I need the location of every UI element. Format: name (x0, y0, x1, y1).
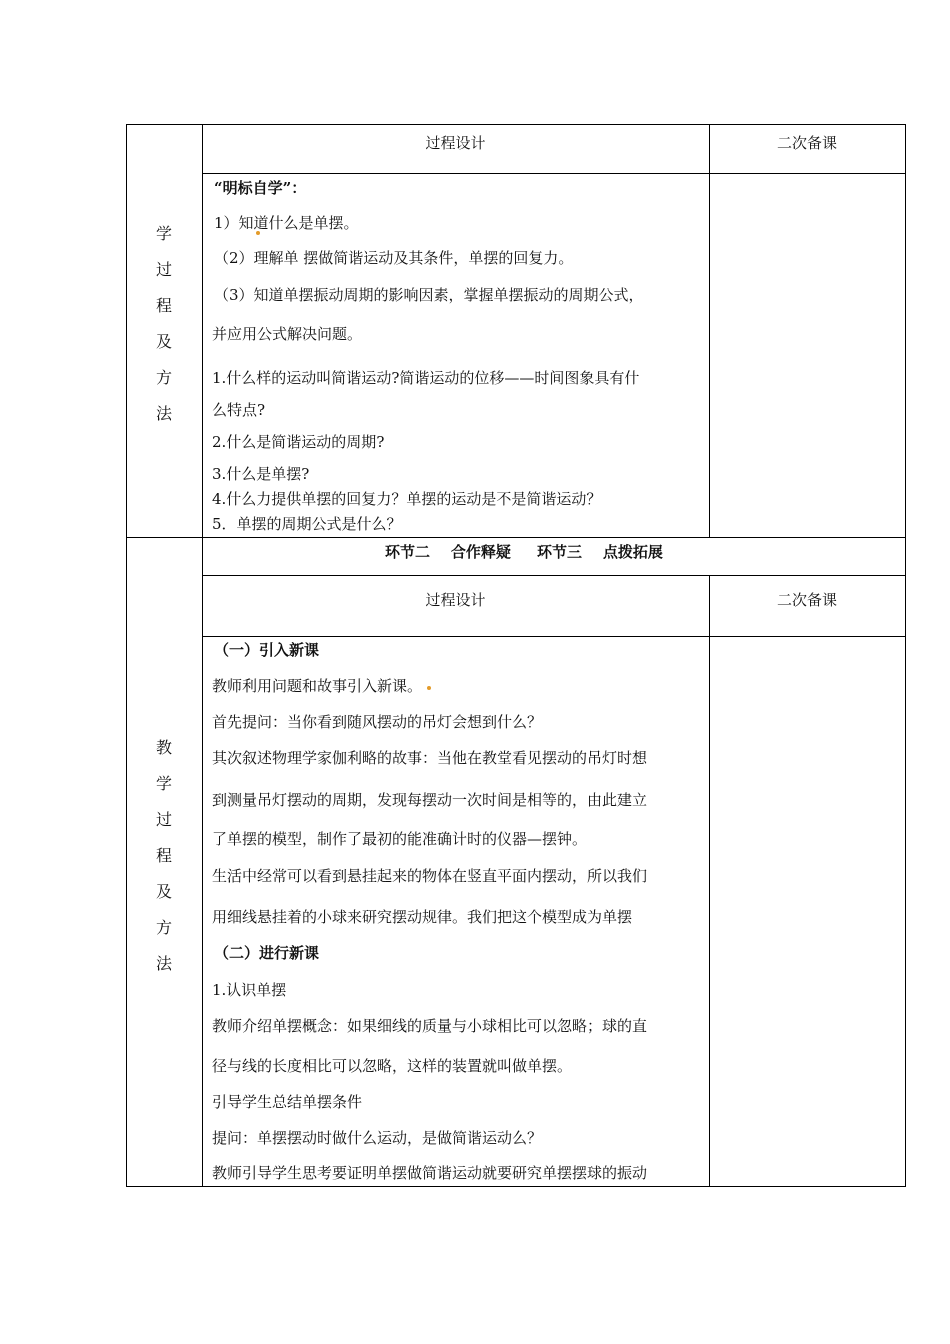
question-line: 么特点? (212, 401, 266, 419)
orange-mark (427, 686, 431, 690)
content-line: 教师介绍单摆概念：如果细线的质量与小球相比可以忽略；球的直 (212, 1017, 648, 1035)
side-label-char: 程 (155, 296, 172, 315)
question-line: 2.什么是简谐运动的周期? (212, 433, 385, 451)
content-line: 提问：单摆摆动时做什么运动，是做简谐运动么？ (212, 1129, 543, 1147)
backup-column-divider-2 (709, 575, 710, 1187)
stage-title-rule (202, 575, 906, 576)
question-line: 4.什么力提供单摆的回复力？单摆的运动是不是简谐运动？ (212, 490, 602, 508)
side-label-char: 过 (155, 260, 172, 279)
content-line: 教师利用问题和故事引入新课。 (212, 677, 423, 695)
side-label-char: 法 (155, 954, 172, 973)
section1-side-label (126, 224, 202, 440)
table-top-border (126, 124, 906, 125)
content-line: 1.认识单摆 (212, 981, 287, 999)
content-line: 用细线悬挂着的小球来研究摆动规律。我们把这个模型成为单摆 (212, 908, 633, 926)
subsection-heading: （一）引入新课 (214, 641, 320, 659)
label-column-divider (202, 124, 203, 1187)
section1-backup-header: 二次备课 (776, 134, 837, 152)
content-line: 其次叙述物理学家伽利略的故事：当他在教堂看见摆动的吊灯时想 (212, 749, 648, 767)
side-label-char: 方 (155, 368, 172, 387)
side-label-char: 程 (155, 846, 172, 865)
content-line: 首先提问：当你看到随风摆动的吊灯会想到什么？ (212, 713, 543, 731)
side-label-char: 方 (155, 918, 172, 937)
side-label-char: 学 (155, 224, 172, 243)
side-label-char: 过 (155, 810, 172, 829)
content-line: 生活中经常可以看到悬挂起来的物体在竖直平面内摆动，所以我们 (212, 867, 648, 885)
subsection-heading: （二）进行新课 (214, 944, 320, 962)
section2-side-label (126, 738, 202, 990)
section2-header-rule (202, 636, 906, 637)
content-line: 到测量吊灯摆动的周期，发现每摆动一次时间是相等的，由此建立 (212, 791, 648, 809)
question-line: 1.什么样的运动叫简谐运动?简谐运动的位移——时间图象具有什 (212, 369, 640, 387)
question-line: 3.什么是单摆? (212, 465, 310, 483)
self-study-title: “明标自学”： (214, 179, 307, 197)
content-line: 径与线的长度相比可以忽略，这样的装置就叫做单摆。 (212, 1057, 573, 1075)
side-label-char: 及 (155, 882, 172, 901)
section1-header-rule (202, 173, 906, 174)
objective-line: （2）理解单 摆做简谐运动及其条件，单摆的回复力。 (214, 249, 574, 267)
side-label-char: 及 (155, 332, 172, 351)
question-line: 5．单摆的周期公式是什么？ (212, 515, 402, 533)
section1-design-header: 过程设计 (425, 134, 486, 152)
side-label-char: 法 (155, 404, 172, 423)
section-divider (126, 537, 906, 538)
objective-line: （3）知道单摆振动周期的影响因素，掌握单摆振动的周期公式， (214, 286, 644, 304)
side-label-char: 学 (155, 774, 172, 793)
section2-design-header: 过程设计 (425, 591, 486, 609)
content-line: 引导学生总结单摆条件 (212, 1093, 363, 1111)
stage-title: 环节二 合作释疑 环节三 点拨拓展 (385, 543, 663, 561)
content-line: 教师引导学生思考要证明单摆做简谐运动就要研究单摆摆球的振动 (212, 1164, 648, 1182)
backup-column-divider-1 (709, 124, 710, 537)
objective-line: 1）知道什么是单摆。 (214, 214, 359, 232)
side-label-char: 教 (155, 738, 172, 757)
objective-line: 并应用公式解决问题。 (212, 325, 363, 343)
section2-backup-header: 二次备课 (776, 591, 837, 609)
content-line: 了单摆的模型，制作了最初的能准确计时的仪器—摆钟。 (212, 830, 588, 848)
table-right-border (905, 124, 906, 1187)
table-bottom-border (126, 1186, 906, 1187)
